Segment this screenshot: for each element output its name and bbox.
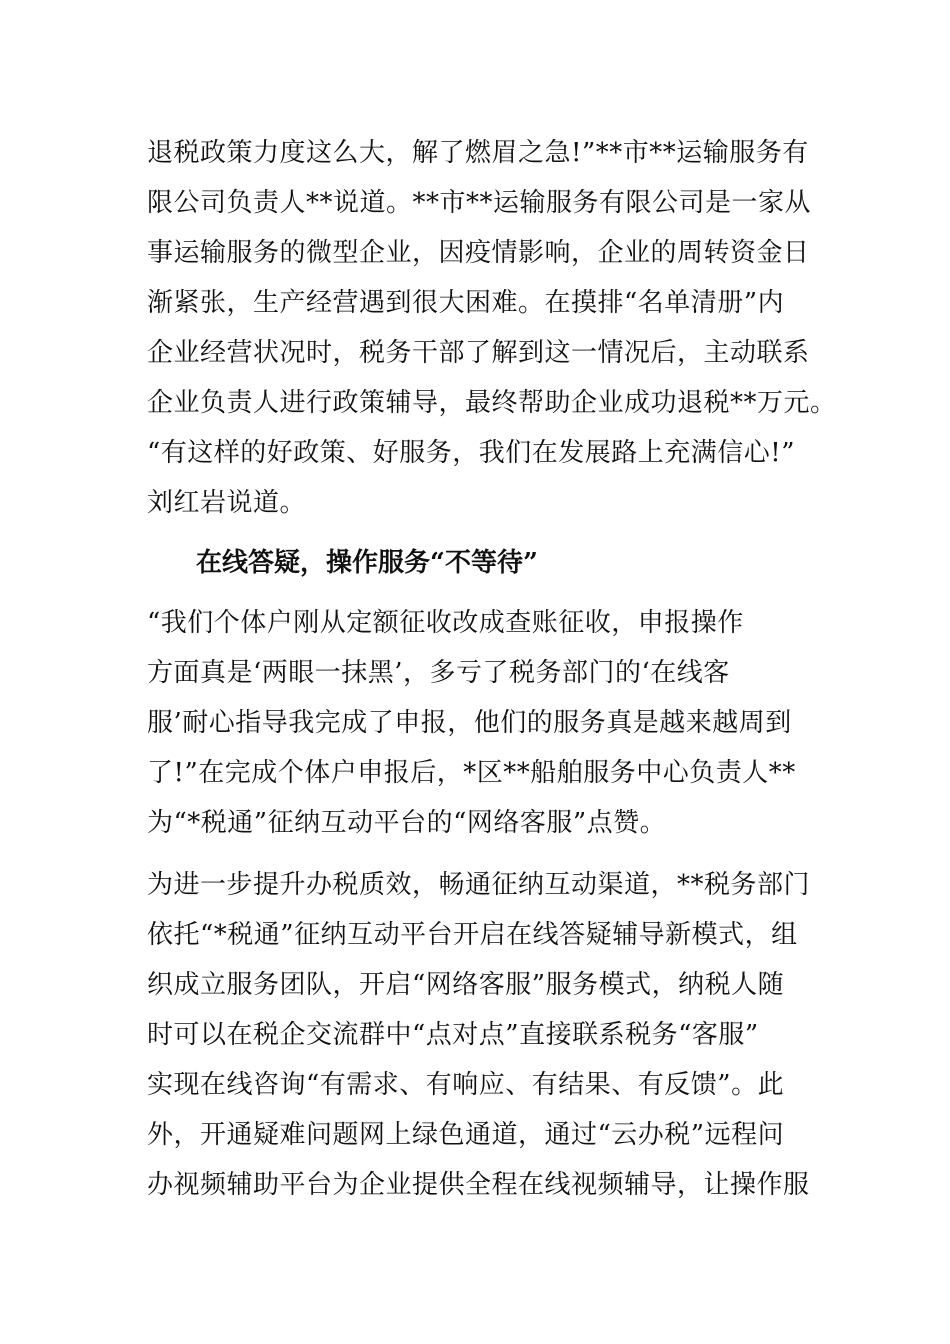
text-line: 企业经营状况时，税务干部了解到这一情况后，主动联系 xyxy=(147,338,810,368)
text-line: 为“*税通”征纳互动平台的“网络客服”点赞。 xyxy=(147,808,667,838)
text-line: “有这样的好政策、好服务，我们在发展路上充满信心!” xyxy=(147,438,796,468)
text-line: 刘红岩说道。 xyxy=(147,488,307,518)
text-line: 企业负责人进行政策辅导，最终帮助企业成功退税**万元。 xyxy=(147,388,837,418)
text-line: 限公司负责人**说道。**市**运输服务有限公司是一家从 xyxy=(147,188,812,218)
text-line: 外，开通疑难问题网上绿色通道，通过“云办税”远程问 xyxy=(147,1120,785,1150)
text-line: 退税政策力度这么大，解了燃眉之急!”**市**运输服务有 xyxy=(147,138,809,168)
text-line: “我们个体户刚从定额征收改成查账征收，申报操作 xyxy=(147,608,744,638)
text-line: 时可以在税企交流群中“点对点”直接联系税务“客服” xyxy=(147,1020,759,1050)
paragraph-taxrefund-story xyxy=(147,128,837,528)
text-line: 了!”在完成个体户申报后，*区**船舶服务中心负责人** xyxy=(147,758,796,788)
paragraph-platform-description xyxy=(147,860,827,1210)
text-line: 依托“*税通”征纳互动平台开启在线答疑辅导新模式，组 xyxy=(147,920,798,950)
text-line: 事运输服务的微型企业，因疫情影响，企业的周转资金日 xyxy=(147,238,810,268)
text-line: 方面真是‘两眼一抹黑’，多亏了税务部门的‘在线客 xyxy=(147,658,730,688)
text-line: 实现在线咨询“有需求、有响应、有结果、有反馈”。此 xyxy=(147,1070,785,1100)
section-heading: 在线答疑，操作服务“不等待” xyxy=(196,548,538,578)
text-line: 织成立服务团队，开启“网络客服”服务模式，纳税人随 xyxy=(147,970,785,1000)
text-line: 服’耐心指导我完成了申报，他们的服务真是越来越周到 xyxy=(147,708,792,738)
paragraph-online-service-quote xyxy=(147,598,827,848)
text-line: 渐紧张，生产经营遇到很大困难。在摸排“名单清册”内 xyxy=(147,288,785,318)
text-line: 办视频辅助平台为企业提供全程在线视频辅导，让操作服 xyxy=(147,1170,810,1200)
text-line: 为进一步提升办税质效，畅通征纳互动渠道，**税务部门 xyxy=(147,870,811,900)
